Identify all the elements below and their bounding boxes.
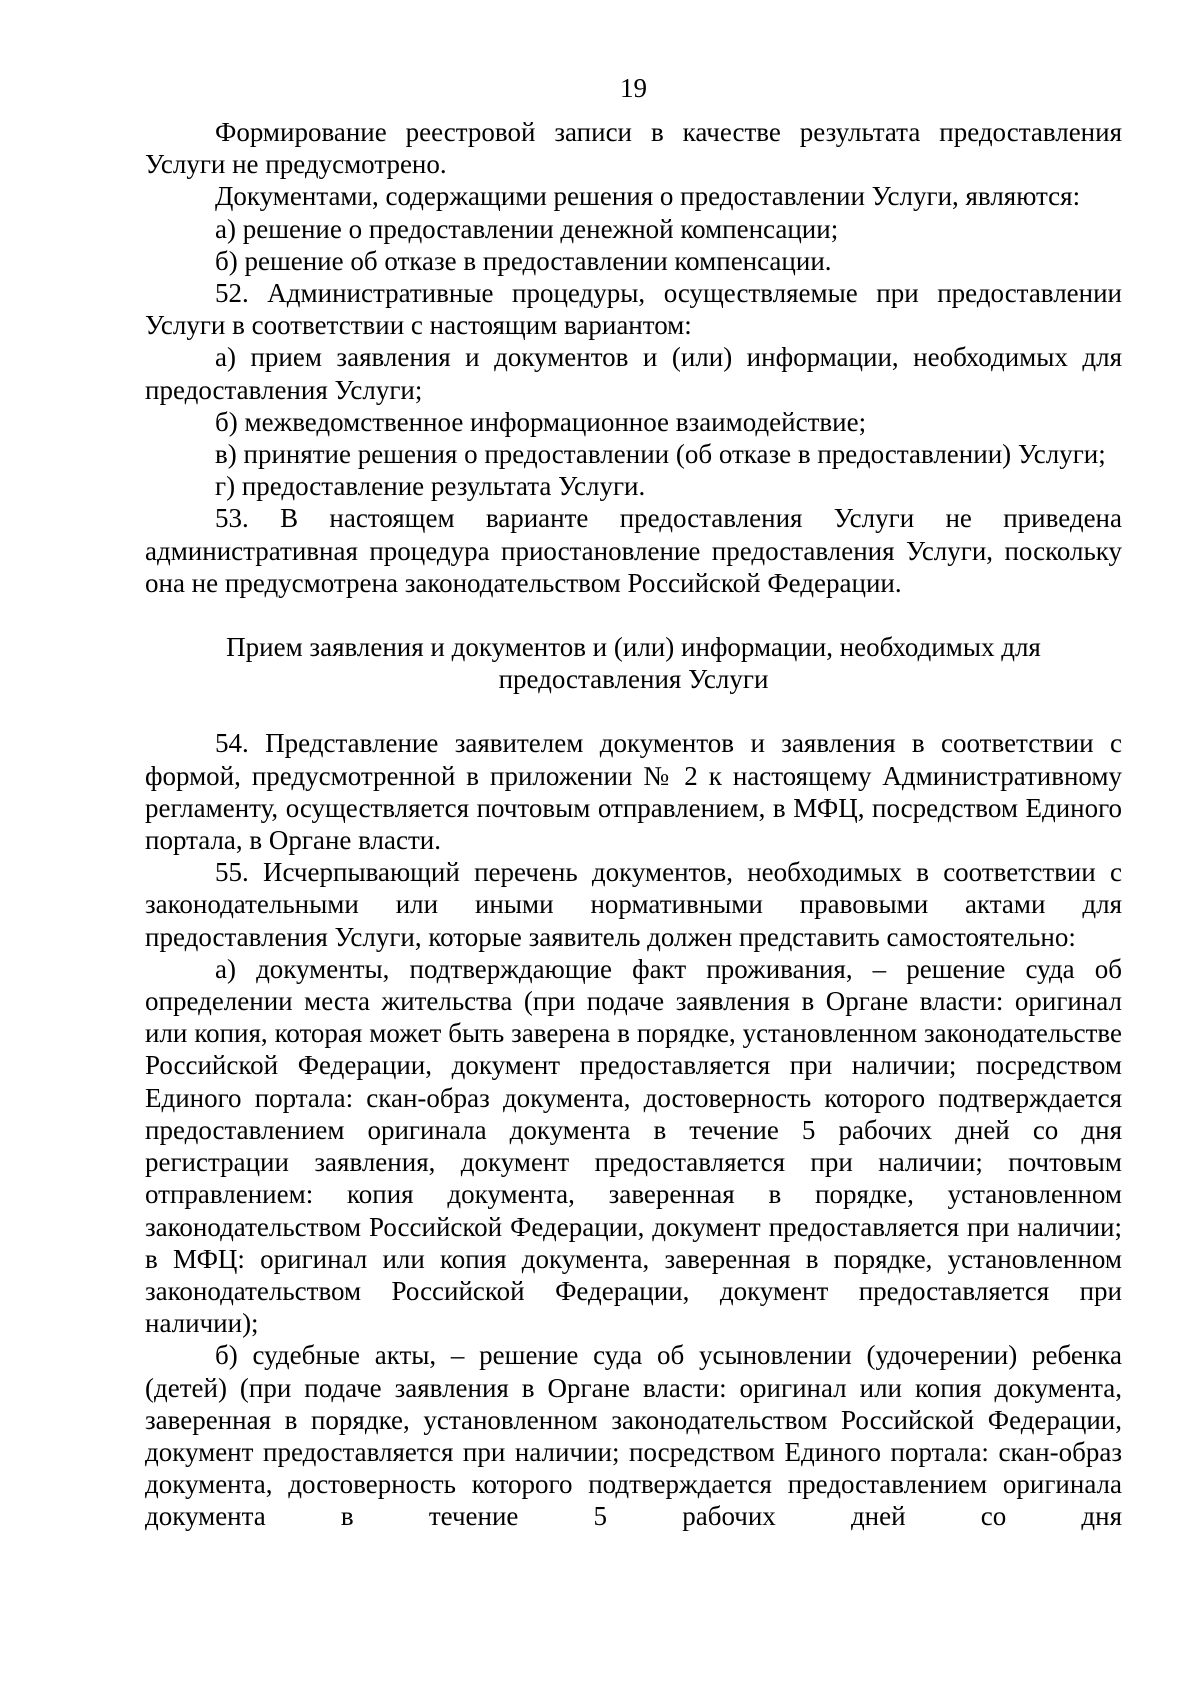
paragraph: Формирование реестровой записи в качестве результата предоставления Услуги не предусмотрено.: [145, 117, 1122, 180]
list-item: б) решение об отказе в предоставлении компенсации.: [215, 245, 832, 276]
list-item: а) прием заявления и документов и (или) информации, необходимых для предоставления Услуги;: [145, 342, 1122, 405]
list-item: в) принятие решения о предоставлении (об отказе в предоставлении) Услуги;: [215, 439, 1106, 470]
paragraph-53: 53. В настоящем варианте предоставления Услуги не приведена административная процедура приостановление предоставления Услуги, поскольку она не предусмотрена законодательством Российской Федерации.: [145, 503, 1122, 598]
list-item: г) предоставление результата Услуги.: [215, 471, 646, 502]
page-number: 19: [620, 73, 647, 103]
paragraph-52: 52. Административные процедуры, осуществляемые при предоставлении Услуги в соответствии с настоящим вариантом:: [145, 278, 1122, 341]
list-item: а) документы, подтверждающие факт проживания, – решение суда об определении места жительства (при подаче заявления в Органе власти: оригинал или копия, которая может быть заверена в порядке, установленном законодательстве Российской Федерации, документ предоставляется при наличии; посредством Единого портала: скан-образ документа, достоверность которого подтверждается предоставлением оригинала документа в течение 5 рабочих дней со дня регистрации заявления, документ предоставляется при наличии; почтовым отправлением: копия документа, заверенная в порядке, установленном законодательством Российской Федерации, документ предоставляется при наличии; в МФЦ: оригинал или копия документа, заверенная в порядке, установленном законодательством Российской Федерации, документ предоставляется при наличии);: [145, 953, 1122, 1339]
section-heading-line: Прием заявления и документов и (или) информации, необходимых для: [226, 632, 1041, 663]
list-item: б) межведомственное информационное взаимодействие;: [215, 406, 867, 437]
section-heading: [145, 631, 1122, 695]
paragraph-54: 54. Представление заявителем документов и заявления в соответствии с формой, предусмотренной в приложении № 2 к настоящему Административному регламенту, осуществляется почтовым отправлением, в МФЦ, посредством Единого портала, в Органе власти.: [145, 728, 1122, 856]
paragraph: Документами, содержащими решения о предоставлении Услуги, являются:: [215, 181, 1081, 212]
list-item: б) судебные акты, – решение суда об усыновлении (удочерении) ребенка (детей) (при подаче заявления в Органе власти: оригинал или копия документа, заверенная в порядке, установленном законодательством Российской Федерации, документ предоставляется при наличии; посредством Единого портала: скан-образ документа, достоверность которого подтверждается предоставлением оригинала документа в течение 5 рабочих дней со дня: [145, 1340, 1122, 1532]
section-heading-line: предоставления Услуги: [498, 664, 769, 695]
list-item: а) решение о предоставлении денежной компенсации;: [215, 213, 839, 244]
paragraph-55: 55. Исчерпывающий перечень документов, необходимых в соответствии с законодательными или иными нормативными правовыми актами для предоставления Услуги, которые заявитель должен представить самостоятельно:: [145, 857, 1122, 952]
